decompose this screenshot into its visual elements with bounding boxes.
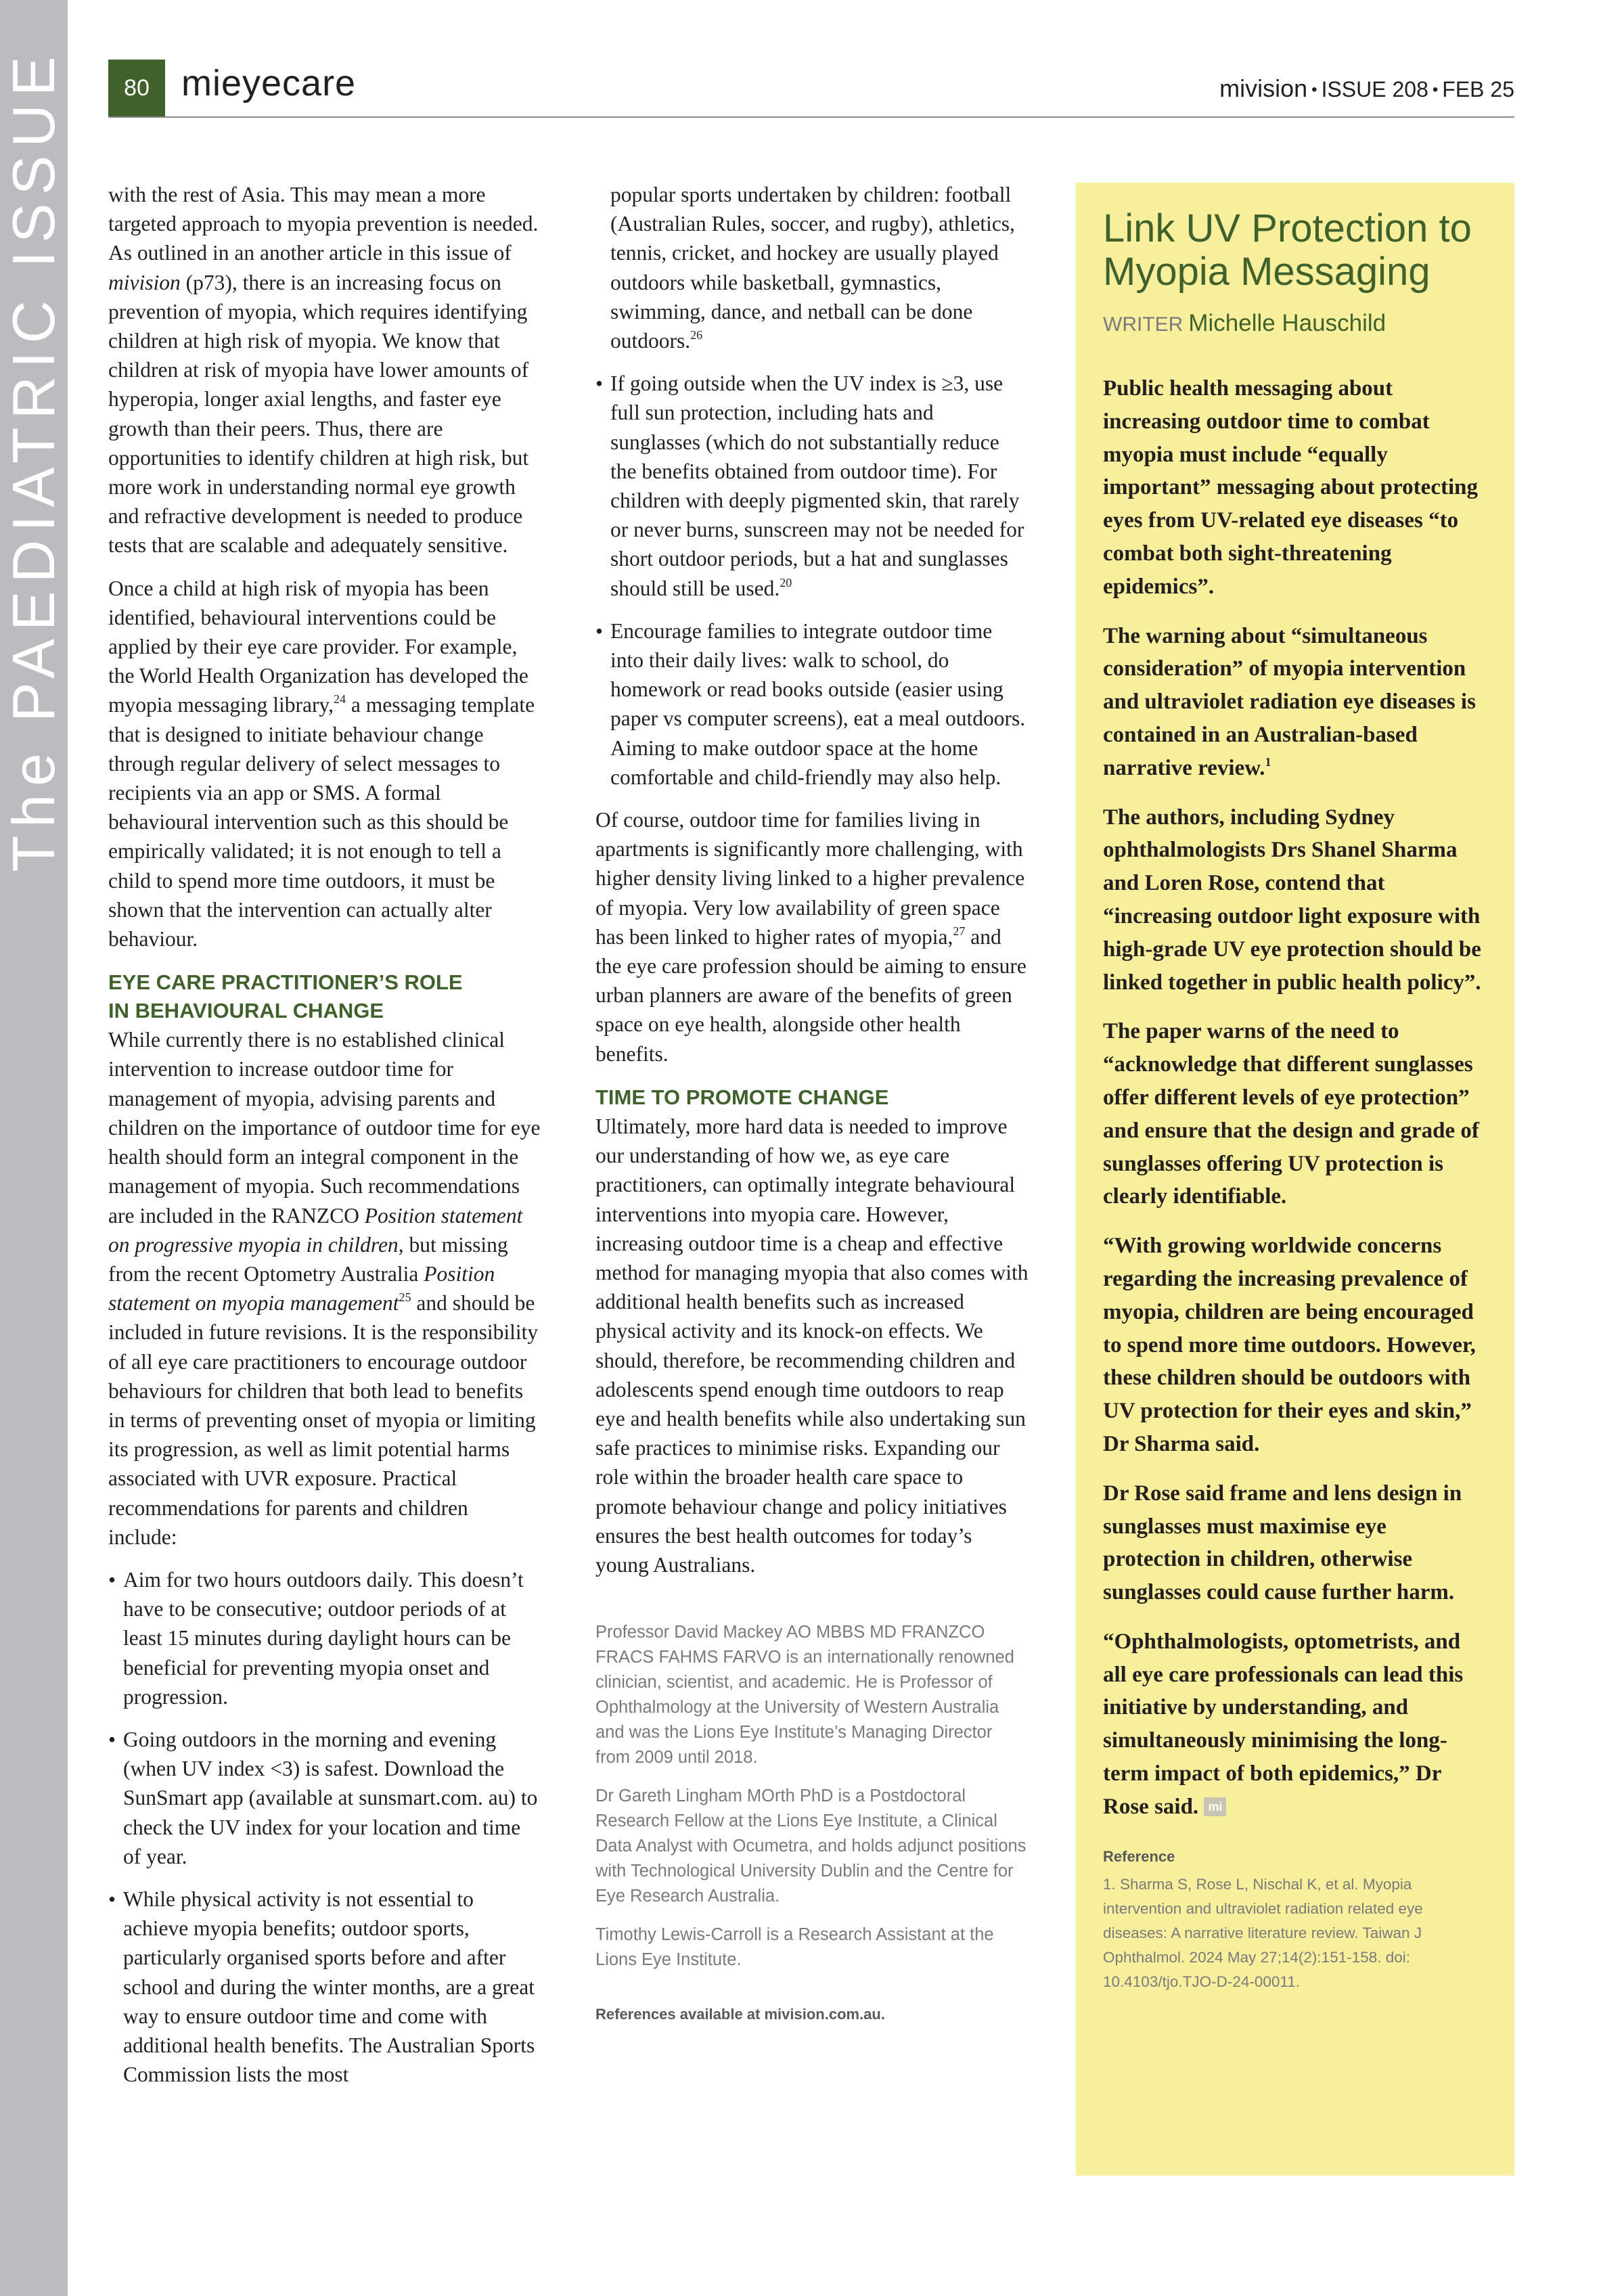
sidebar-box — [1076, 183, 1514, 2176]
citation: 25 — [399, 1290, 411, 1305]
writer-label: WRITER — [1103, 313, 1183, 336]
issue-date: FEB 25 — [1442, 77, 1514, 102]
author-bio: Dr Gareth Lingham MOrth PhD is a Postdoctoral Research Fellow at the Lions Eye Institute, a Clinical Data Analyst with Ocumetra, and holds adjunct positions with Technological University Dublin and the Centre for Eye Research Australia. — [595, 1786, 1027, 1906]
paragraph: While currently there is no established clinical intervention to increase outdoor time for management of myopia, advising parents and children on the importance of outdoor time for eye health should form an integral component in the management of myopia. Such recommendations are included in the RANZCO Position statement on progressive myopia in children, but missing from the recent Optometry Australia Position statement on myopia management$^{25}$ and should be included in future revisions. It is the responsibility of all eye care practitioners to encourage outdoor behaviours for children that both lead to benefits in terms of preventing onset of myopia or limiting its progression, as well as limit potential harms associated with UVR exposure. Practical recommendations for parents and children include: — [108, 1028, 541, 1549]
recommendation-list-continued — [595, 180, 1029, 355]
sidebar-paragraph: Public health messaging about increasing outdoor time to combat myopia must include “equally important” messaging about protecting eyes from UV-related eye diseases “to combat both sight-threatening epidemics”. — [1103, 376, 1478, 599]
sidebar-paragraph: The warning about “simultaneous consideration” of myopia intervention and ultraviolet radiation eye diseases is contained in an Australian-based narrative review.$^1$ — [1103, 623, 1476, 780]
section-label-issue: PAEDIATRIC ISSUE — [0, 48, 67, 722]
page-number: 80 — [108, 60, 165, 116]
magazine-name: mivision — [1219, 74, 1308, 102]
reference-heading: Reference — [1103, 1847, 1175, 1865]
sidebar-paragraph: The paper warns of the need to “acknowledge that different sunglasses offer different levels of eye protection” and ensure that the design and grade of sunglasses offering UV protection is clearly identifiable. — [1103, 1019, 1479, 1209]
section-heading: TIME TO PROMOTE CHANGE — [595, 1085, 889, 1109]
header-rule — [108, 116, 1514, 118]
list-item-continued: popular sports undertaken by children: football (Australian Rules, soccer, and rugby), athletics, tennis, cricket, and hockey are usually played outdoors while basketball, gymnastics, swimming, dance, and netball can be done outdoors.$^{26}$ — [610, 183, 1015, 353]
author-bios — [595, 1620, 1029, 1973]
issue-info — [1219, 74, 1514, 103]
reference-text: 1. Sharma S, Rose L, Nischal K, et al. Myopia intervention and ultraviolet radiation related eye diseases: A narrative literature review. Taiwan J Ophthalmol. 2024 May 27;14(2):151-158. doi: 10.4103/tjo.TJO-D-24-00011. — [1103, 1875, 1423, 1990]
sidebar-writer — [1103, 310, 1487, 337]
sidebar-paragraph: Dr Rose said frame and lens design in sunglasses must maximise eye protection in children, otherwise sunglasses could cause further harm. — [1103, 1481, 1462, 1605]
paragraph: Ultimately, more hard data is needed to improve our understanding of how we, as eye care practitioners, can optimally integrate behavioural interventions into myopia care. However, increasing outdoor time is a cheap and effective method for managing myopia that also comes with additional health benefits such as increased physical activity and its knock-on effects. We should, therefore, be recommending children and adolescents spend enough time outdoors to reap eye and health benefits while also undertaking sun safe practices to minimise risks. Expanding our role within the broader health care space to promote behaviour change and policy initiatives ensures the best health outcomes for today’s young Australians. — [595, 1114, 1029, 1577]
references-note: References available at mivision.com.au. — [595, 2006, 885, 2023]
recommendation-list — [595, 369, 1029, 792]
citation: 27 — [953, 924, 966, 938]
writer-name: Michelle Hauschild — [1188, 310, 1386, 336]
end-mark-icon: mi — [1204, 1797, 1226, 1816]
list-item: • Aim for two hours outdoors daily. This doesn’t have to be consecutive; outdoor periods of at least 15 minutes during daylight hours can be beneficial for preventing myopia onset and progression. — [108, 1565, 541, 1711]
article-column-2 — [595, 180, 1029, 2029]
citation: 26 — [690, 328, 703, 342]
section-label-the: The — [0, 744, 67, 872]
citation: 20 — [780, 575, 792, 589]
list-item: • Encourage families to integrate outdoor time into their daily lives: walk to school, do homework or read books outside (easier using paper vs computer screens), eat a meal outdoors. Aiming to make outdoor space at the home comfortable and child-friendly may also help. — [595, 616, 1029, 792]
separator-dot: • — [1432, 81, 1439, 99]
recommendation-list — [108, 1565, 541, 2089]
author-bio: Professor David Mackey AO MBBS MD FRANZCO FRACS FAHMS FARVO is an internationally renowned clinician, scientist, and academic. He is Professor of Ophthalmology at the University of Western Australia and was the Lions Eye Institute’s Managing Director from 2009 until 2018. — [595, 1623, 1014, 1768]
list-item: • Going outdoors in the morning and evening (when UV index <3) is safest. Download the SunSmart app (available at sunsmart.com. au) to check the UV index for your location and time of year. — [108, 1725, 541, 1871]
sidebar-paragraph: “With growing worldwide concerns regarding the increasing prevalence of myopia, children are being encouraged to spend more time outdoors. However, these children should be outdoors with UV protection for their eyes and skin,” Dr Sharma said. — [1103, 1234, 1476, 1456]
issue-number: ISSUE 208 — [1321, 77, 1428, 102]
list-item: • While physical activity is not essential to achieve myopia benefits; outdoor sports, particularly organised sports before and after school and during the winter months, are a great way to ensure outdoor time and come with additional health benefits. The Australian Sports Commission lists the most — [108, 1885, 541, 2089]
citation: 24 — [334, 692, 346, 706]
section-heading: EYE CARE PRACTITIONER’S ROLE IN BEHAVIOURAL CHANGE — [108, 970, 463, 1023]
article-column-1 — [108, 180, 541, 2102]
separator-dot: • — [1311, 81, 1317, 99]
list-item: • If going outside when the UV index is ≥3, use full sun protection, including hats and sunglasses (which do not substantially reduce the benefits obtained from outdoor time). For children with deeply pigmented skin, that rarely or never burns, sunscreen may not be needed for short outdoor periods, but a hat and sunglasses should still be used.$^{20}$ — [595, 369, 1029, 603]
author-bio: Timothy Lewis-Carroll is a Research Assistant at the Lions Eye Institute. — [595, 1925, 994, 1970]
section-label — [0, 48, 68, 872]
sidebar-title: Link UV Protection to Myopia Messaging — [1103, 206, 1472, 294]
section-brand: mieyecare — [181, 63, 357, 104]
sidebar-paragraph: “Ophthalmologists, optometrists, and all eye care professionals can lead this initiative by understanding, and simultaneously minimising the long-term impact of both epidemics,” Dr Rose said. mi — [1103, 1629, 1464, 1819]
paragraph: Once a child at high risk of myopia has been identified, behavioural interventions could be applied by their eye care provider. For example, the World Health Organization has developed the myopia messaging library,$^{24}$ a messaging template that is designed to initiate behaviour change through regular delivery of select messages to recipients via an app or SMS. A formal behavioural intervention such as this should be empirically validated; it is not enough to tell a child to spend more time outdoors, it must be shown that the intervention can actually alter behaviour. — [108, 576, 535, 951]
sidebar-paragraph: The authors, including Sydney ophthalmologists Drs Shanel Sharma and Loren Rose, contend that “increasing outdoor light exposure with high-grade UV eye protection should be linked together in public health policy”. — [1103, 805, 1481, 995]
paragraph: with the rest of Asia. This may mean a more targeted approach to myopia prevention is needed. As outlined in an another article in this issue of mivision (p73), there is an increasing focus on prevention of myopia, which requires identifying children at high risk of myopia. We know that children at risk of myopia have lower amounts of hyperopia, longer axial lengths, and faster eye growth than their peers. Thus, there are opportunities to identify children at high risk, but more work in understanding normal eye growth and refractive development is needed to produce tests that are scalable and adequately sensitive. — [108, 183, 539, 558]
citation: 1 — [1265, 755, 1271, 769]
paragraph: Of course, outdoor time for families living in apartments is significantly more challenging, with higher density living linked to a higher prevalence of myopia. Very low availability of green space has been linked to higher rates of myopia,$^{27}$ and the eye care profession should be aiming to ensure urban planners are aware of the benefits of green space on eye health, alongside other health benefits. — [595, 808, 1027, 1066]
